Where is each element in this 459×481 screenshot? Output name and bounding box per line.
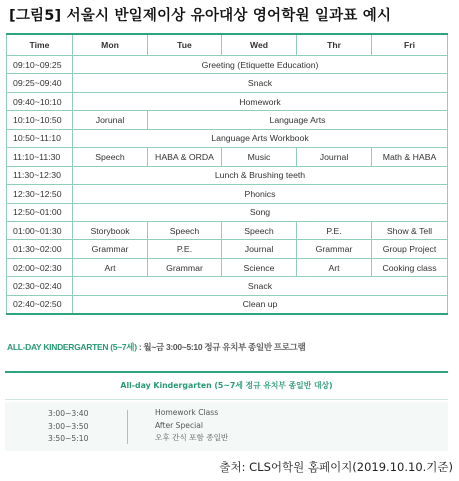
table-row [7, 277, 448, 295]
timetable-body [7, 56, 448, 315]
allday-activity-3: 오후 간식 포함 종일반 [155, 433, 229, 442]
time-cell: 09:25~09:40 [7, 74, 73, 92]
table-row [7, 92, 448, 110]
allday-activity-2: After Special [155, 420, 204, 430]
activity-cell: Speech [222, 221, 297, 239]
time-cell: 11:10~11:30 [7, 148, 73, 166]
activity-cell: Snack [73, 74, 448, 92]
header-thr: Thr [297, 34, 372, 56]
header-fri: Fri [372, 34, 448, 56]
activity-cell: Grammar [73, 240, 148, 258]
activity-cell: Art [297, 258, 372, 276]
table-row [7, 148, 448, 166]
activity-cell: Greeting (Etiquette Education) [73, 56, 448, 74]
table-row [7, 185, 448, 203]
time-cell: 02:30~02:40 [7, 277, 73, 295]
allday-time-1: 3:00~3:40 [48, 409, 89, 418]
allday-activities-column [155, 407, 228, 445]
allday-time-3: 3:50~5:10 [48, 434, 89, 443]
time-cell: 09:40~10:10 [7, 92, 73, 110]
activity-cell: Lunch & Brushing teeth [73, 166, 448, 184]
table-row [7, 111, 448, 129]
table-row [7, 221, 448, 239]
time-cell: 01:00~01:30 [7, 221, 73, 239]
allday-program-heading [7, 341, 305, 353]
time-cell: 10:50~11:10 [7, 129, 73, 147]
allday-program-schedule: : 월~금 3:00~5:10 정규 유치부 종일반 프로그램 [136, 342, 306, 352]
allday-times-column [48, 408, 88, 446]
table-row [7, 74, 448, 92]
allday-box-body [5, 402, 448, 451]
time-cell: 10:10~10:50 [7, 111, 73, 129]
source-caption: 출처: CLS어학원 홈페이지(2019.10.10.기준) [219, 460, 453, 474]
time-cell: 12:30~12:50 [7, 185, 73, 203]
table-row [7, 295, 448, 314]
activity-cell: Show & Tell [372, 221, 448, 239]
header-tue: Tue [148, 34, 222, 56]
activity-cell: Journal [222, 240, 297, 258]
activity-cell: Snack [73, 277, 448, 295]
allday-column-divider [127, 410, 128, 444]
table-row [7, 240, 448, 258]
table-row [7, 56, 448, 74]
activity-cell: Cooking class [372, 258, 448, 276]
allday-box-heading-rule [5, 399, 448, 400]
table-row [7, 258, 448, 276]
activity-cell: Science [222, 258, 297, 276]
figure-title: [그림5] 서울시 반일제이상 유아대상 영어학원 일과표 예시 [9, 8, 392, 24]
activity-cell: Music [222, 148, 297, 166]
activity-cell: Grammar [297, 240, 372, 258]
time-cell: 12:50~01:00 [7, 203, 73, 221]
allday-program-name: ALL-DAY KINDERGARTEN (5~7세) [7, 342, 137, 352]
activity-cell: P.E. [148, 240, 222, 258]
activity-cell: Grammar [148, 258, 222, 276]
activity-cell: Homework [73, 92, 448, 110]
activity-cell: HABA & ORDA [148, 148, 222, 166]
activity-cell: Math & HABA [372, 148, 448, 166]
activity-cell: Storybook [73, 221, 148, 239]
activity-cell: Language Arts Workbook [73, 129, 448, 147]
activity-cell: Speech [73, 148, 148, 166]
timetable [6, 33, 448, 315]
activity-cell: Group Project [372, 240, 448, 258]
timetable-header-row [7, 34, 448, 56]
activity-cell: P.E. [297, 221, 372, 239]
activity-cell: Clean up [73, 295, 448, 314]
activity-cell: Phonics [73, 185, 448, 203]
allday-time-2: 3:00~3:50 [48, 421, 89, 431]
header-wed: Wed [222, 34, 297, 56]
time-cell: 11:30~12:30 [7, 166, 73, 184]
activity-cell: Journal [297, 148, 372, 166]
time-cell: 09:10~09:25 [7, 56, 73, 74]
allday-activity-1: Homework Class [155, 408, 219, 417]
activity-cell: Speech [148, 221, 222, 239]
table-row [7, 129, 448, 147]
header-mon: Mon [73, 34, 148, 56]
table-row [7, 203, 448, 221]
activity-cell: Jorunal [73, 111, 148, 129]
activity-cell: Song [73, 203, 448, 221]
activity-cell: Language Arts [148, 111, 448, 129]
time-cell: 02:40~02:50 [7, 295, 73, 314]
allday-schedule-box [5, 371, 448, 453]
activity-cell: Art [73, 258, 148, 276]
header-time: Time [7, 34, 73, 56]
time-cell: 01:30~02:00 [7, 240, 73, 258]
allday-box-heading: All-day Kindergarten (5~7세 정규 유치부 종일반 대상) [120, 381, 333, 390]
time-cell: 02:00~02:30 [7, 258, 73, 276]
table-row [7, 166, 448, 184]
